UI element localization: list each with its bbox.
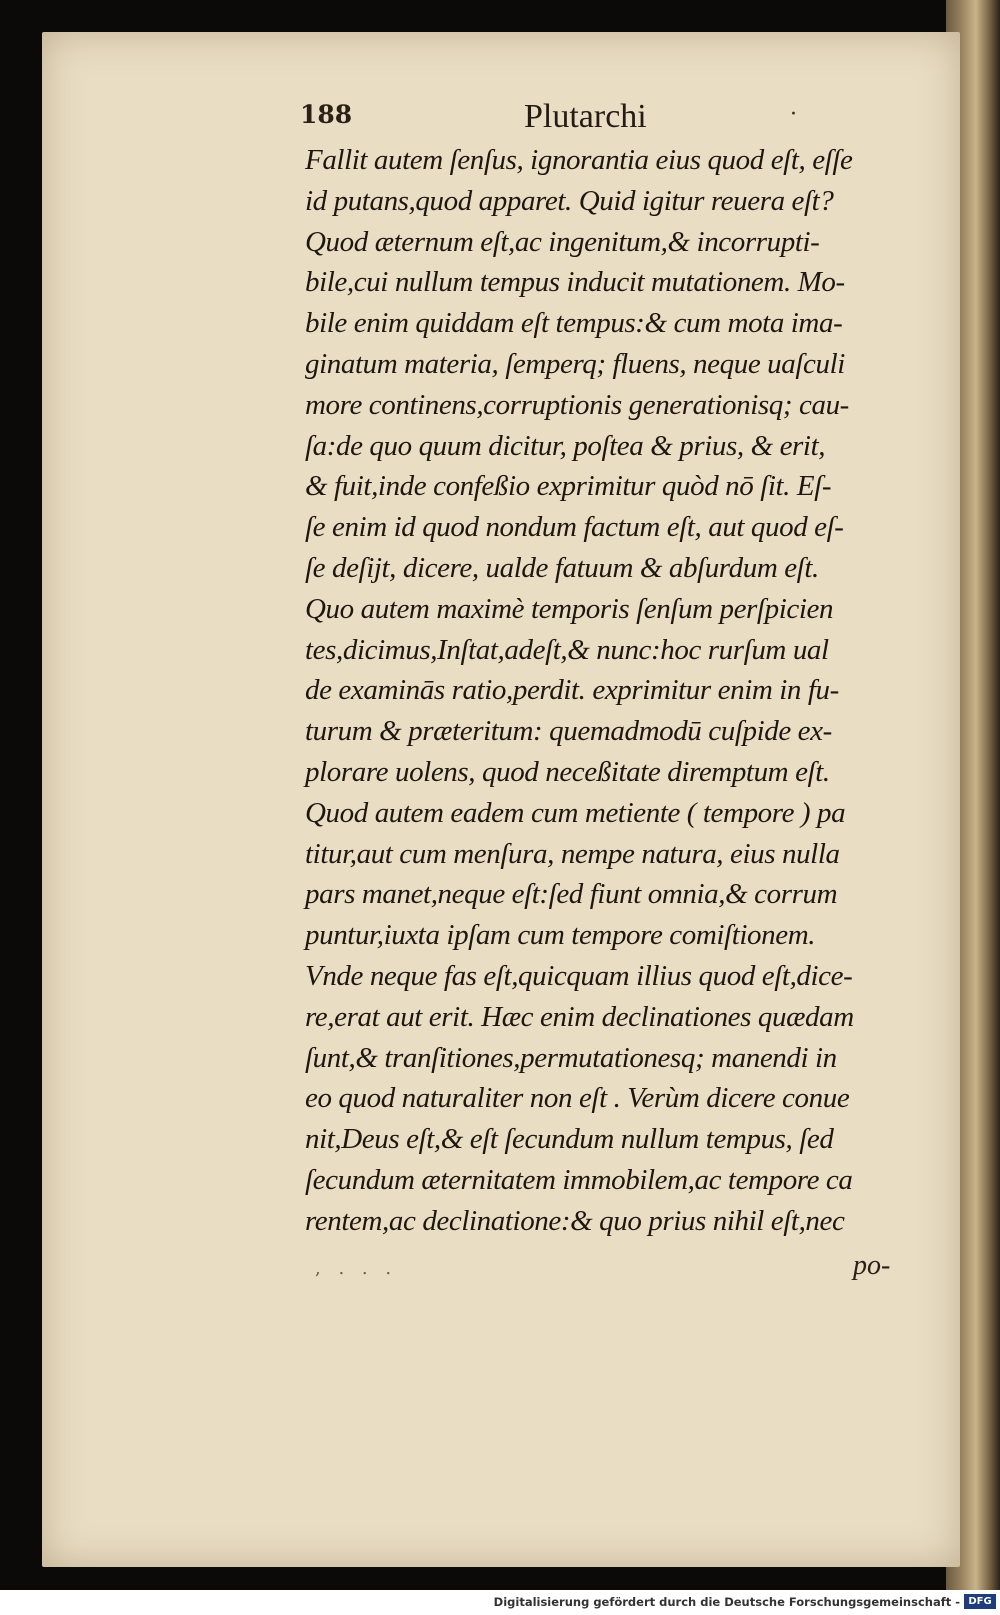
text-line: Quod autem eadem cum metiente ( tempore ) pa <box>305 796 846 829</box>
text-line: eo quod naturaliter non eſt . Verùm dicere conue <box>305 1082 850 1115</box>
text-line: ginatum materia, ſemperq; fluens, neque uaſculi <box>305 347 845 380</box>
text-line: de examinās ratio,perdit. exprimitur enim in fu- <box>305 674 839 707</box>
text-line: id putans,quod apparet. Quid igitur reuera eſt? <box>305 184 834 217</box>
text-line: Quod æternum eſt,ac ingenitum,& incorrupti- <box>305 225 820 258</box>
text-line: nit,Deus eſt,& eſt ſecundum nullum tempus, ſed <box>305 1123 834 1156</box>
text-line: turum & præteritum: quemadmodū cuſpide ex- <box>305 715 832 748</box>
text-line: Quo autem maximè temporis ſenſum perſpicien <box>305 592 834 625</box>
text-line: puntur,iuxta ipſam cum tempore comiſtionem. <box>305 919 816 952</box>
catchword: po- <box>853 1250 891 1281</box>
text-line: pars manet,neque eſt:ſed fiunt omnia,& corrum <box>305 878 838 911</box>
main-text-block <box>305 140 930 1242</box>
footer-credit: Digitalisierung gefördert durch die Deutsche Forschungsgemeinschaft - <box>493 1595 960 1609</box>
running-title: Plutarchi <box>524 98 647 135</box>
dfg-logo: DFG <box>964 1594 996 1609</box>
text-line: bile enim quiddam eſt tempus:& cum mota ima- <box>305 307 843 340</box>
text-line: Vnde neque fas eſt,quicquam illius quod eſt,dice- <box>305 959 853 992</box>
text-line: ſunt,& tranſitiones,permutationesq; manendi in <box>305 1041 837 1074</box>
text-line: re,erat aut erit. Hæc enim declinationes quædam <box>305 1000 854 1033</box>
text-line: ſe deſijt, dicere, ualde fatuum & abſurdum eſt. <box>305 551 819 584</box>
text-line: ſa:de quo quum dicitur, poſtea & prius, & erit, <box>305 429 826 462</box>
text-line: & fuit,inde confeßio exprimitur quòd nō ſit. Eſ- <box>305 470 832 503</box>
text-line: more continens,corruptionis generationisq; cau- <box>305 388 849 421</box>
text-line: rentem,ac declinatione:& quo prius nihil eſt,nec <box>305 1204 845 1237</box>
text-line: ſe enim id quod nondum factum eſt, aut quod eſ- <box>305 511 844 544</box>
text-line: Fallit autem ſenſus, ignorantia eius quod eſt, eſſe <box>305 144 853 176</box>
page-number: 188 <box>300 100 353 129</box>
text-line: tes,dicimus,Inſtat,adeſt,& nunc:hoc rurſum ual <box>305 633 829 666</box>
text-line: bile,cui nullum tempus inducit mutationem. Mo- <box>305 266 845 299</box>
text-line: plorare uolens, quod neceßitate diremptum eſt. <box>305 755 830 788</box>
text-line: titur,aut cum menſura, nempe natura, eius nulla <box>305 837 840 870</box>
head-ornament: · <box>790 102 797 127</box>
running-head <box>300 100 940 140</box>
text-line: ſecundum æternitatem immobilem,ac tempore ca <box>305 1163 853 1196</box>
stray-ink-marks: , . . . <box>315 1258 398 1279</box>
digitization-footer <box>0 1590 1000 1615</box>
